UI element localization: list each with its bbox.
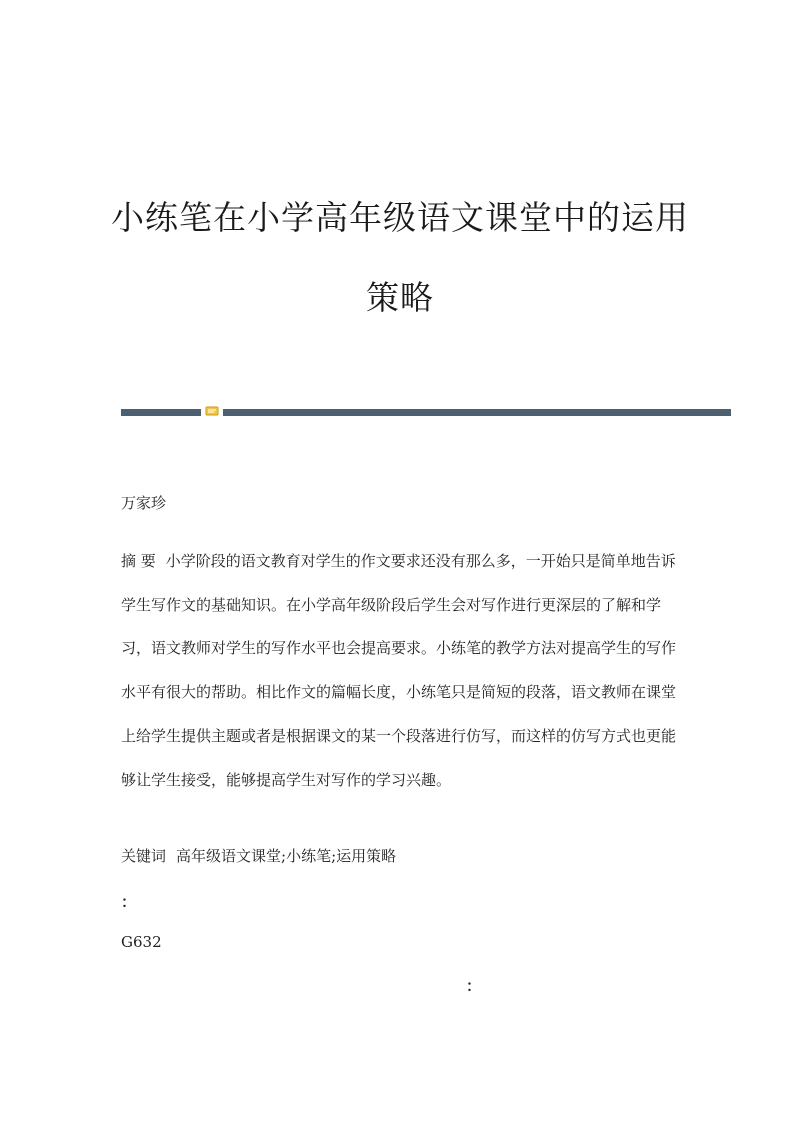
keywords-label: 关键词 — [121, 847, 167, 865]
divider-rule-right — [223, 409, 731, 416]
document-mark-icon — [205, 405, 219, 417]
author-name: 万家珍 — [121, 494, 167, 512]
title-line-1: 小练笔在小学高年级语文课堂中的运用 — [111, 198, 689, 237]
colon-mark-2: ： — [466, 977, 482, 995]
keywords-text: 高年级语文课堂;小练笔;运用策略 — [176, 847, 397, 865]
classification-number: G632 — [121, 933, 162, 951]
abstract-text: 小学阶段的语文教育对学生的作文要求还没有那么多，一开始只是简单地告诉学生写作文的基础知识。在小学高年级阶段后学生会对写作进行更深层的了解和学习，语文教师对学生的写作水平也会提高要求。小练笔的教学方法对提高学生的写作水平有很大的帮助。相比作文的篇幅长度，小练笔只是简短的段落，语文教师在课堂上给学生提供主题或者是根据课文的某一个段落进行仿写，而这样的仿写方式也更能够让学生接受，能够提高学生对写作的学习兴趣。 — [121, 552, 677, 789]
abstract-paragraph — [121, 540, 681, 802]
abstract-label: 摘 要 — [121, 552, 156, 570]
divider-rule-left — [121, 409, 201, 416]
colon-mark: ： — [121, 893, 137, 911]
title-line-2: 策略 — [366, 278, 434, 317]
keywords-line — [121, 845, 681, 866]
